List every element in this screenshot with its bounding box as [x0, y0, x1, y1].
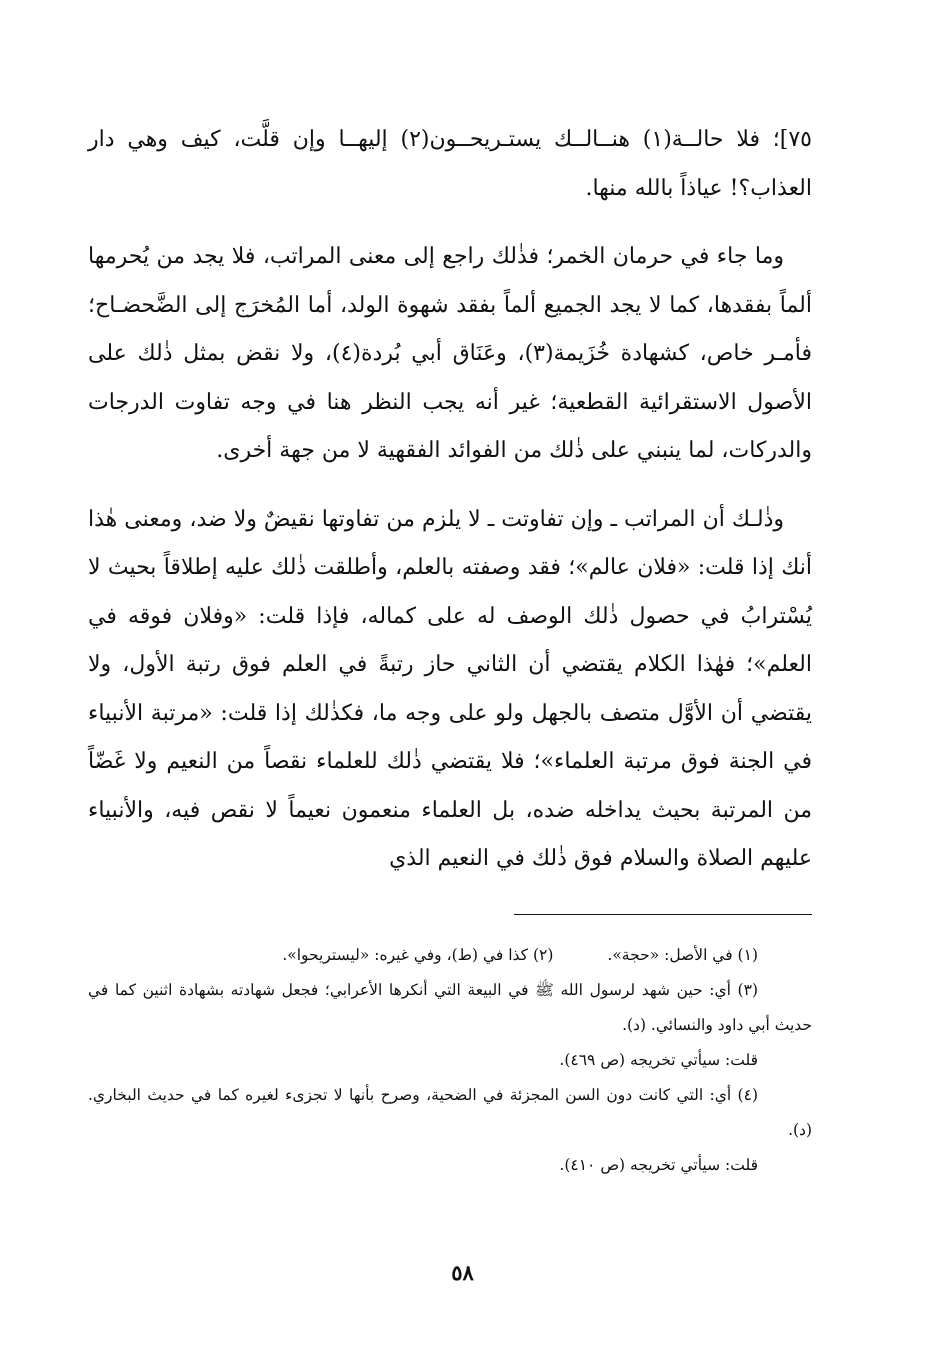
footnote-2: (٢) كذا في (ط)، وفي غيره: «ليستريحوا». [282, 946, 554, 964]
footnote-row-1-2 [88, 938, 812, 973]
footnote-separator [514, 914, 812, 915]
paragraph-2: وما جاء في حرمان الخمر؛ فذٰلك راجع إلى معنى المراتب، فلا يجد من يُحرمها ألماً بفقدها، كما لا يجد الجميع ألماً بفقد شهوة الولد، أما المُخرَج إلى الضَّحضـاح؛ فأمـر خاص، كشهادة خُزَيمة(٣)، وعَنَاق أبي بُردة(٤)، ولا نقض بمثل ذٰلك على الأصول الاستقرائية القطعية؛ غير أنه يجب النظر هنا في وجه تفاوت الدرجات والدركات، لما ينبني على ذٰلك من الفوائد الفقهية لا من جهة أخرى. [88, 244, 812, 463]
page-number: ٥٨ [451, 1260, 474, 1285]
footnote-4-note: قلت: سيأتي تخريجه (ص ٤١٠). [559, 1156, 758, 1174]
footnote-1: (١) في الأصل: «حجة». [607, 946, 758, 964]
footnote-4: (٤) أي: التي كانت دون السن المجزئة في الضحية، وصرح بأنها لا تجزىء لغيره كما في حديث البخاري. (د). [88, 1086, 812, 1139]
paragraph-1: ٧٥]؛ فلا حالــة(١) هنــالــك يستـريحــون(٢) إليهــا وإن قلَّت، كيف وهي دار العذاب؟! عياذاً بالله منها. [88, 127, 812, 201]
footnote-3: (٣) أي: حين شهد لرسول الله ﷺ في البيعة التي أنكرها الأعرابي؛ فجعل شهادته بشهادة اثنين كما في حديث أبي داود والنسائي. (د). [88, 981, 812, 1034]
footnote-3-note: قلت: سيأتي تخريجه (ص ٤٦٩). [559, 1051, 758, 1069]
footnotes [88, 938, 812, 1183]
paragraph-3: وذٰلـك أن المراتب ـ وإن تفاوتت ـ لا يلزم من تفاوتها نقيضٌ ولا ضد، ومعنى هٰذا أنك إذا قلت: «فلان عالم»؛ فقد وصفته بالعلم، وأطلقت ذٰلك عليه إطلاقاً بحيث لا يُسْترابُ في حصول ذٰلك الوصف له على كماله، فإذا قلت: «وفلان فوقه في العلم»؛ فهٰذا الكلام يقتضي أن الثاني حاز رتبةً في العلم فوق رتبة الأول، ولا يقتضي أن الأوَّل متصف بالجهل ولو على وجه ما، فكذٰلك إذا قلت: «مرتبة الأنبياء في الجنة فوق مرتبة العلماء»؛ فلا يقتضي ذٰلك للعلماء نقصاً من النعيم ولا غَضّاً من المرتبة بحيث يداخله ضده، بل العلماء منعمون نعيماً لا نقص فيه، والأنبياء عليهم الصلاة والسلام فوق ذٰلك في النعيم الذي [88, 506, 812, 871]
main-text [88, 116, 812, 884]
